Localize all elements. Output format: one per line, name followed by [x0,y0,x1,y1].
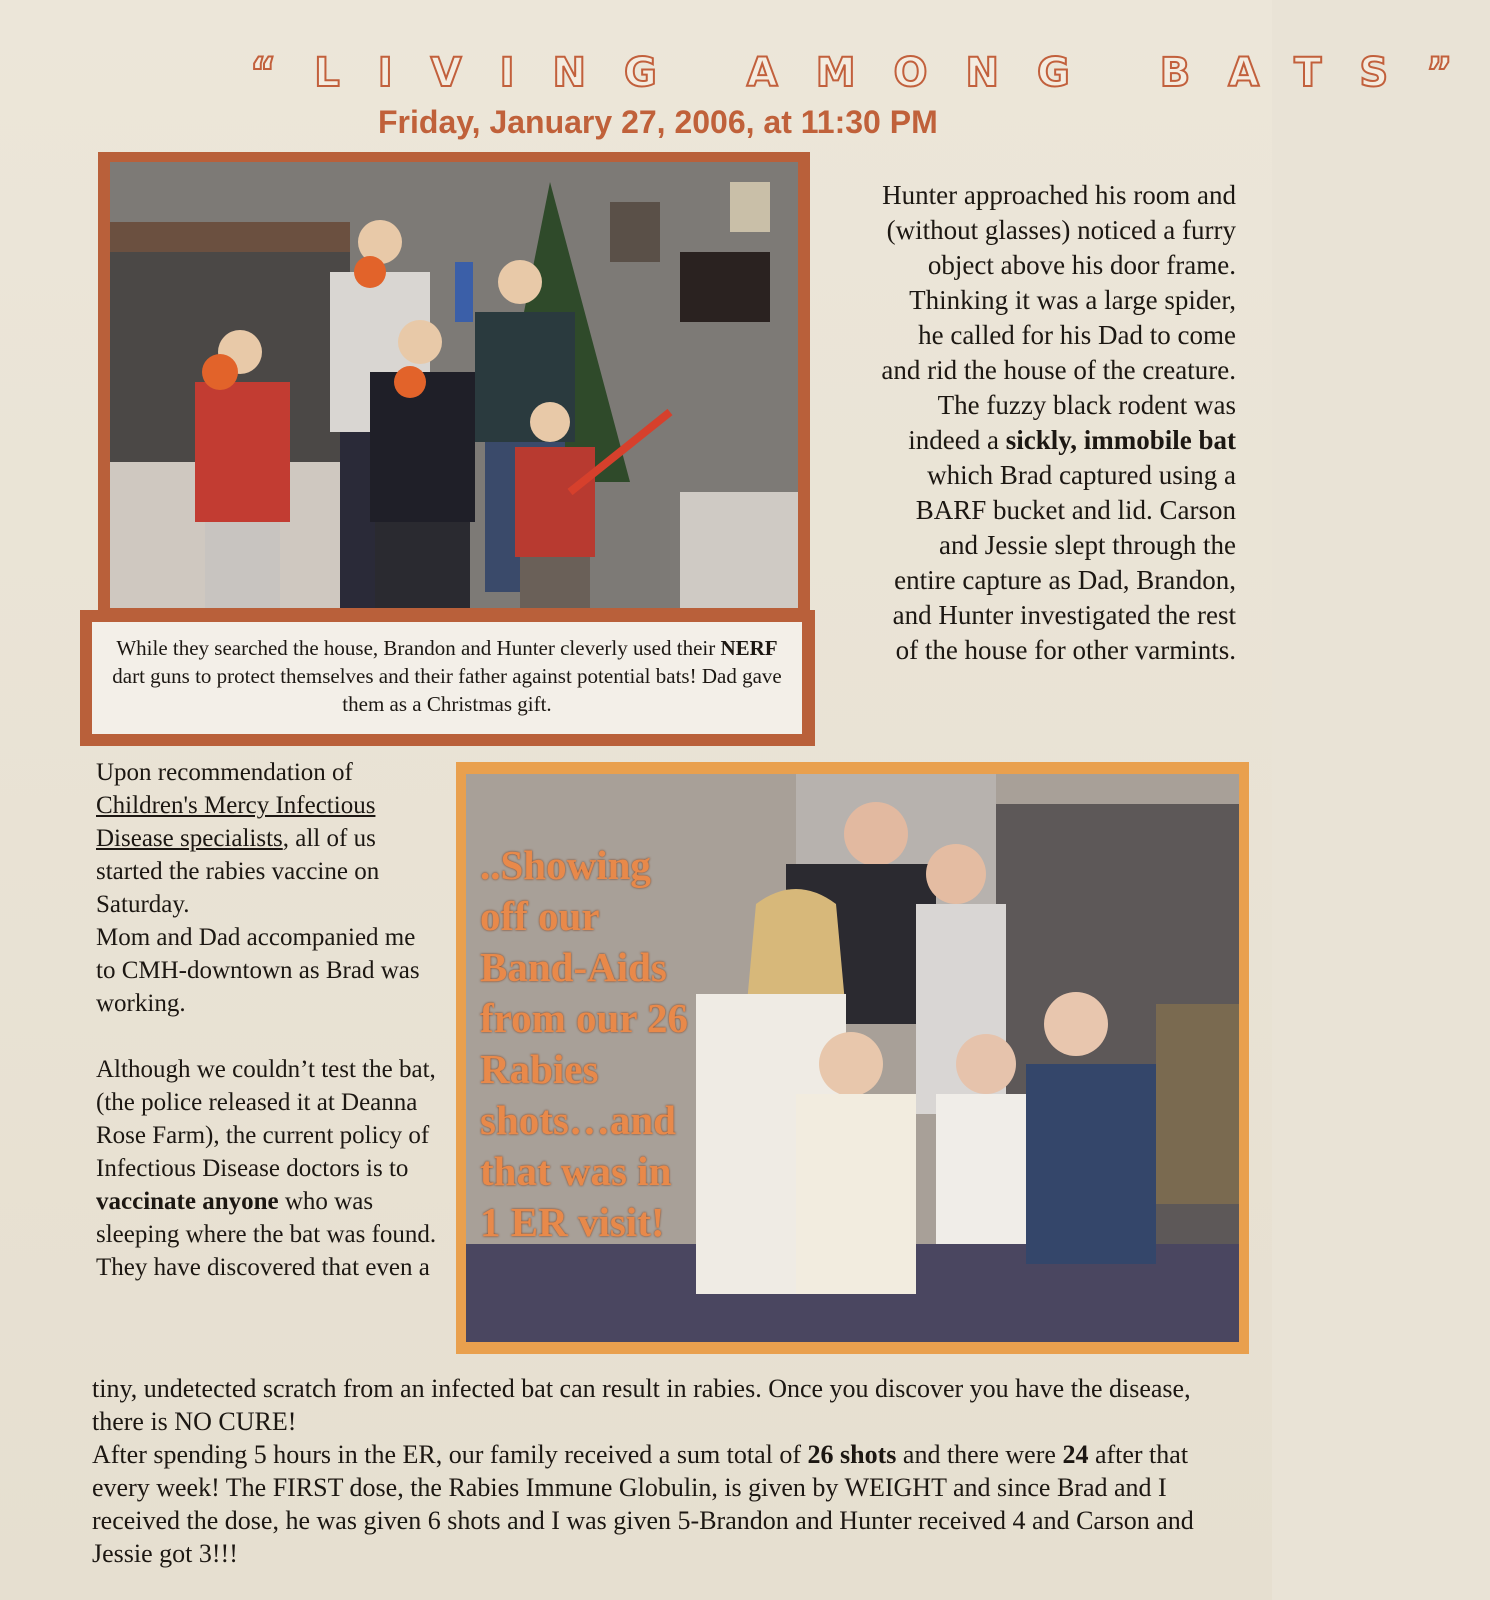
christmas-photo [110,162,798,608]
right-line: and Hunter investigated the rest [892,600,1236,630]
bottom-p2-c: and there were [896,1440,1063,1469]
right-line: and Jessie slept through the [939,530,1236,560]
left-p1-rest: , all of us started the rabies vaccine on Saturday. [96,825,380,918]
story-left-column [96,756,441,1284]
right-line-bold [818,423,1236,458]
caption-bold-nerf: NERF [720,636,778,660]
right-line: object above his door frame. [927,250,1236,280]
left-p3 [96,1053,441,1284]
right-line: The fuzzy black rodent was [937,390,1236,420]
left-p2: Mom and Dad accompanied me to CMH-downtown as Brad was working. [96,924,420,1017]
right-line-prefix: indeed a [908,425,1006,455]
left-p1 [96,789,441,921]
bottom-bold-24: 24 [1062,1440,1089,1469]
caption-text-1: While they searched the house, Brandon and Hunter cleverly used their [116,636,721,660]
bottom-p2-e: after that every week! The FIRST dose, the Rabies Immune Globulin, is given by WEIGHT and since Brad and I received the dose, he was given 6 shots and I was given 5-Brandon and Hunter received 4 and Carson and Jessie got 3!!! [92,1440,1194,1568]
right-line: Thinking it was a large spider, [909,285,1236,315]
bottom-p2-a: After spending 5 hours in the ER, our family received a sum total of [92,1440,808,1469]
bottom-bold-26-shots: 26 shots [807,1440,897,1469]
bottom-p2 [92,1438,1222,1570]
story-bottom [92,1372,1222,1570]
christmas-photo-illustration [110,162,798,608]
right-line: of the house for other varmints. [895,635,1236,665]
story-right-column [818,178,1236,668]
right-line: entire capture as Dad, Brandon, [894,565,1236,595]
right-line: BARF bucket and lid. Carson [915,495,1236,525]
photo-caption [92,622,802,734]
left-p3-start: Although we couldn’t test the bat, (the police released it at Deanna Rose Farm), the current policy of Infectious Disease doctors is to [96,1056,436,1182]
right-line: (without glasses) noticed a furry [886,215,1236,245]
page-title: “LIVING AMONG BATS” [250,50,1490,96]
specialists-underlined: Children's Mercy Infectious Disease specialists [96,792,376,852]
right-line: Hunter approached his room and [882,180,1236,210]
left-p1-line1: Upon recommendation of [96,759,353,786]
right-line: and rid the house of the creature. [881,355,1236,385]
left-p3-end: who was sleeping where the bat was found. They have discovered that even a [96,1188,437,1281]
page-subtitle-date: Friday, January 27, 2006, at 11:30 PM [378,104,938,140]
caption-text-2: dart guns to protect themselves and their father against potential bats! Dad gave them as a Christmas gift. [112,664,782,716]
paragraph-gap [96,1020,441,1053]
right-line: he called for his Dad to come [918,320,1236,350]
bottom-p1: tiny, undetected scratch from an infected bat can result in rabies. Once you discover you have the disease, there is NO CURE! [92,1374,1191,1436]
right-line: which Brad captured using a [927,460,1236,490]
right-bold-phrase: sickly, immobile bat [1005,425,1236,455]
photo-overlay-text: ..Showing off our Band-Aids from our 26 Rabies shots…and that was in 1 ER visit! [480,842,689,1245]
left-p3-bold: vaccinate anyone [96,1188,279,1215]
